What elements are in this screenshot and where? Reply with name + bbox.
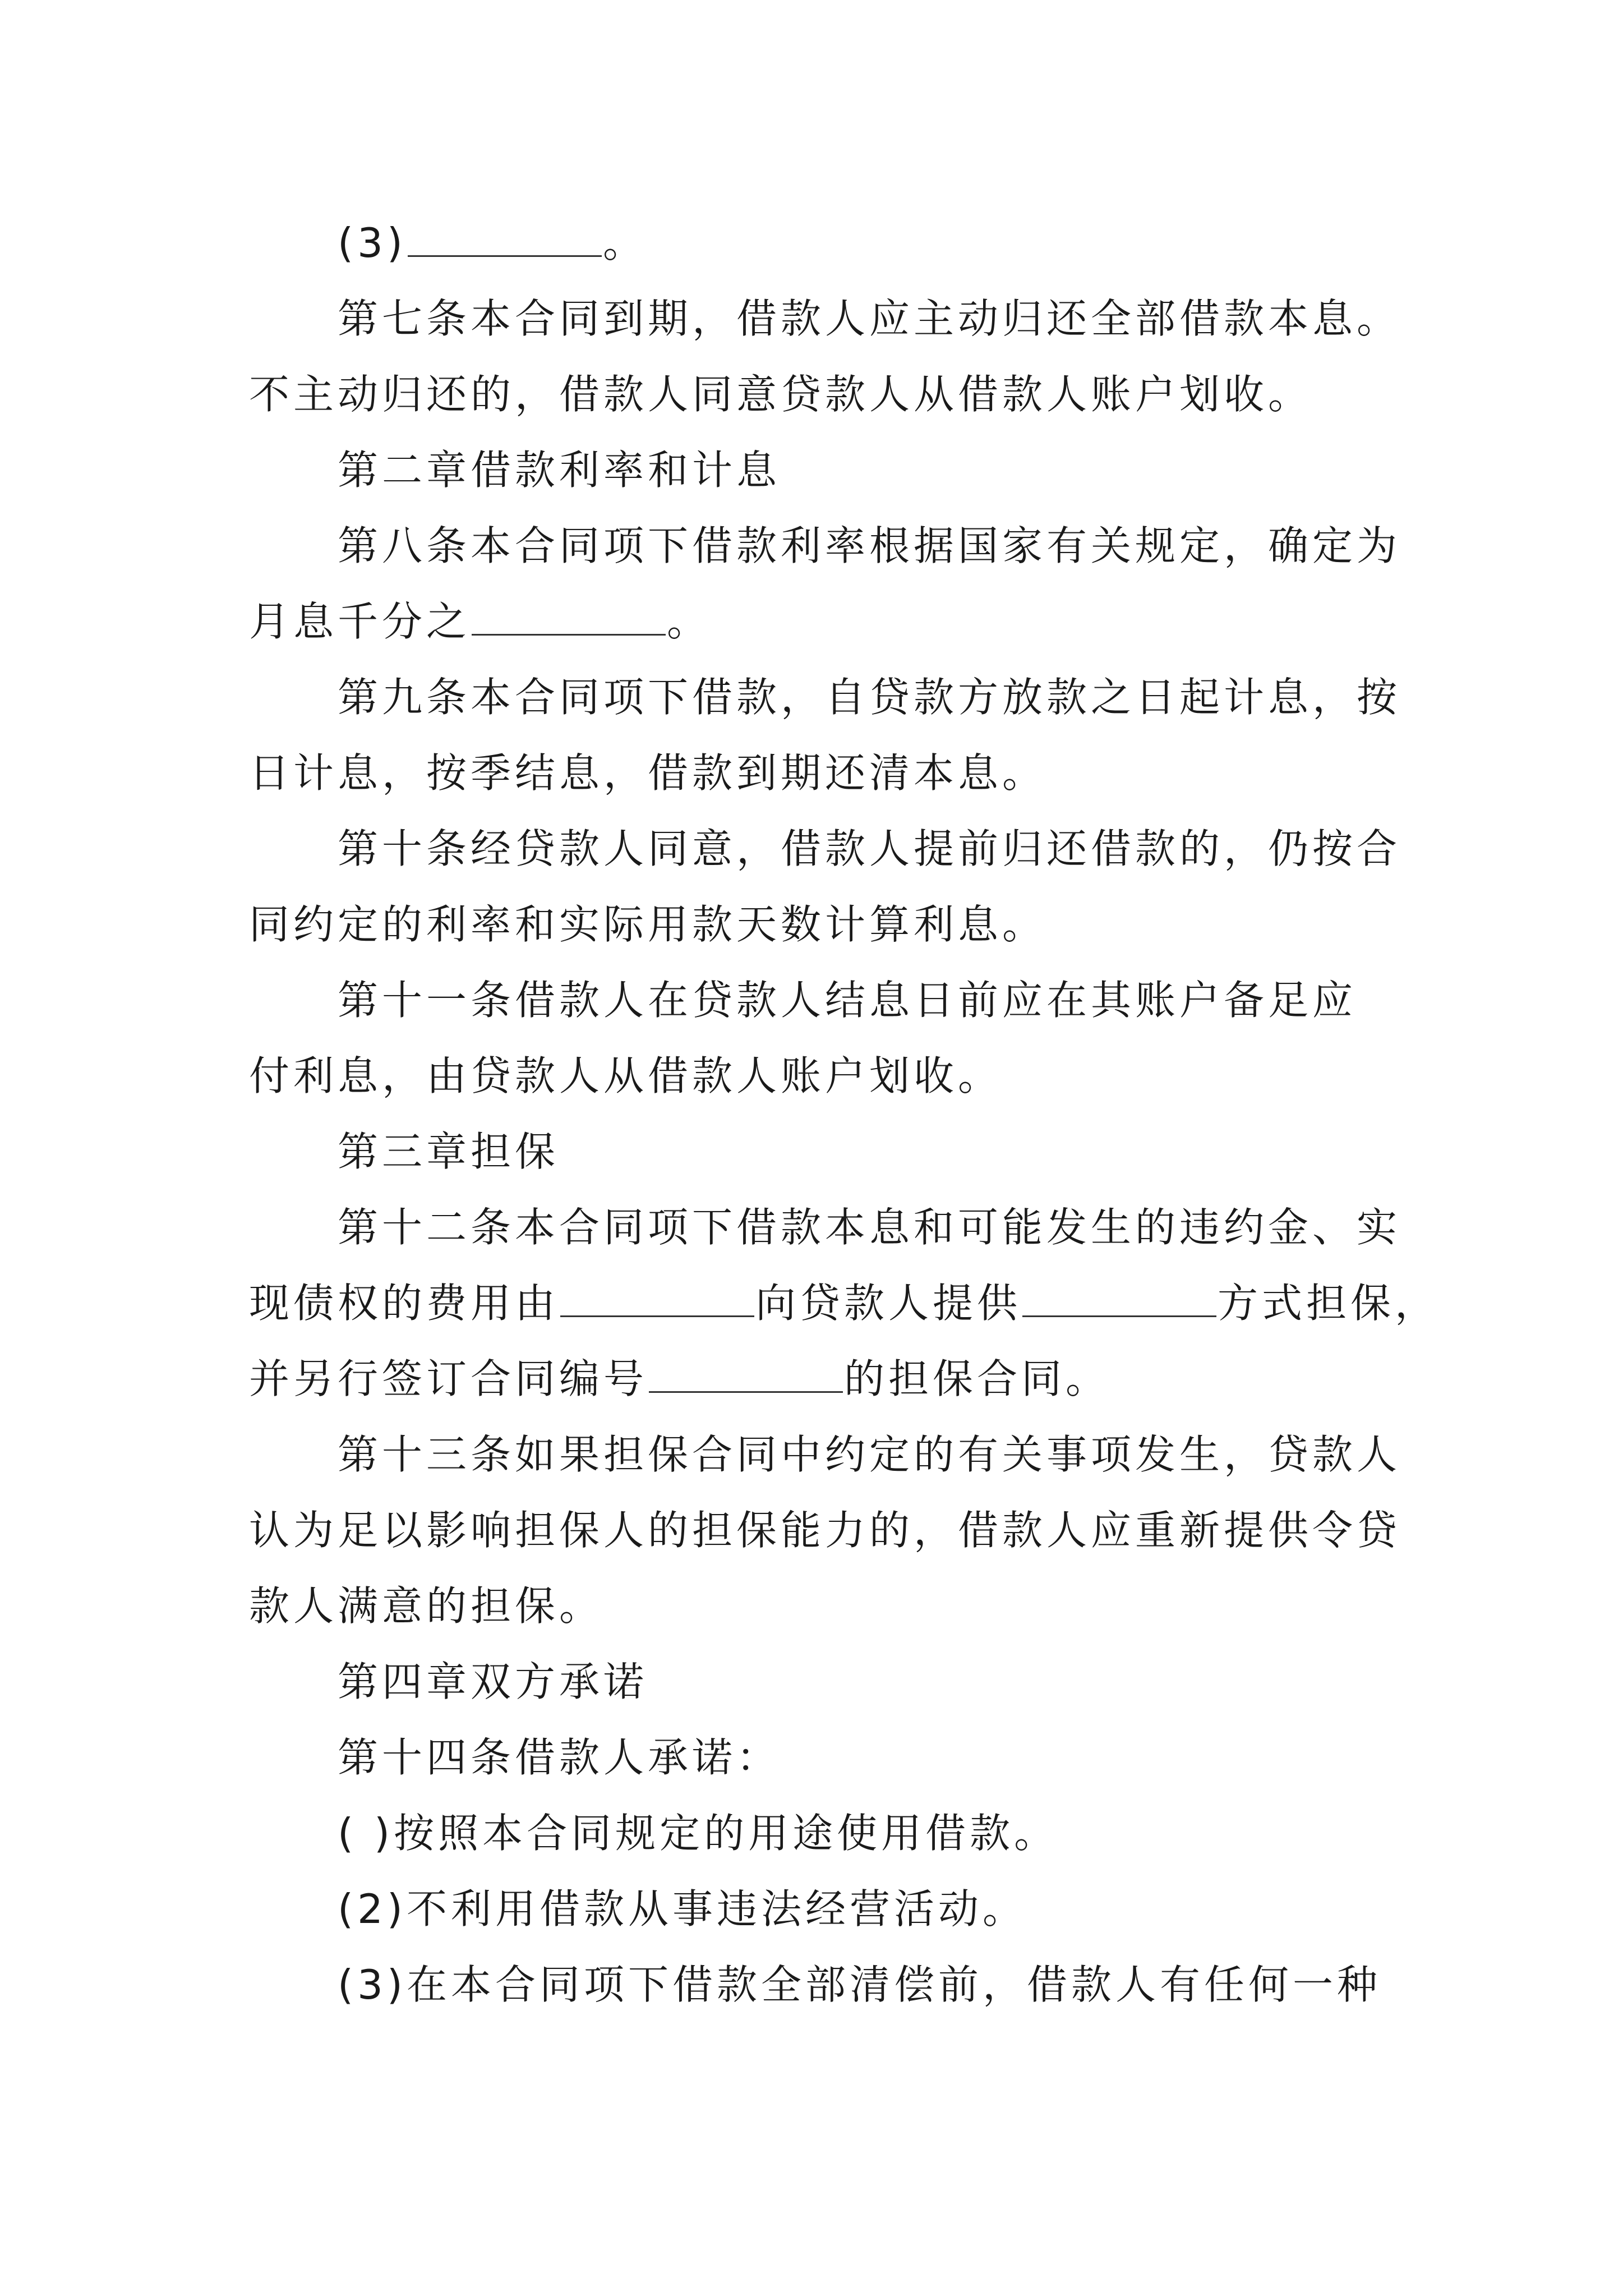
text-segment: 第九条本合同项下借款，自贷款方放款之日起计息，按 [338, 674, 1401, 721]
chapter-heading [249, 1114, 1404, 1190]
text-segment: 第八条本合同项下借款利率根据国家有关规定，确定为 [338, 522, 1401, 569]
text-segment: 第十四条借款人承诺： [338, 1734, 781, 1781]
fill-in-blank [408, 223, 602, 257]
text-segment: 付利息，由贷款人从借款人账户划收。 [249, 1052, 1003, 1099]
text-segment: (3) [338, 219, 407, 266]
clause-line [249, 1568, 1404, 1644]
text-segment: 。 [667, 598, 712, 645]
clause-line [249, 1266, 1440, 1341]
text-segment: 不主动归还的，借款人同意贷款人从借款人账户划收。 [249, 371, 1313, 418]
fill-in-blank [649, 1359, 843, 1393]
clause-line [249, 660, 1404, 735]
text-segment: 第十一条借款人在贷款人结息日前应在其账户备足应 [338, 977, 1357, 1024]
text-segment: ( )按照本合同规定的用途使用借款。 [338, 1810, 1059, 1857]
clause-line [249, 508, 1404, 584]
text-segment: 款人满意的担保。 [249, 1582, 604, 1630]
list-item [249, 1796, 1404, 1871]
clause-line [249, 1720, 1404, 1796]
clause-line [249, 811, 1404, 887]
text-segment: 现债权的费用由 [249, 1280, 560, 1327]
text-segment: 第十二条本合同项下借款本息和可能发生的违约金、实 [338, 1204, 1401, 1251]
text-segment: 第三章担保 [338, 1128, 560, 1175]
fill-in-blank [472, 601, 666, 636]
text-segment: 。 [603, 219, 648, 266]
list-item [249, 1947, 1404, 2023]
text-segment: 同约定的利率和实际用款天数计算利息。 [249, 901, 1047, 948]
clause-line [249, 887, 1404, 963]
text-segment: 日计息，按季结息，借款到期还清本息。 [249, 749, 1047, 797]
clause-line [249, 1341, 1404, 1417]
text-segment: 第七条本合同到期，借款人应主动归还全部借款本息。 [338, 295, 1401, 342]
clause-line [249, 205, 1404, 281]
fill-in-blank [1022, 1283, 1216, 1317]
fill-in-blank [560, 1283, 754, 1317]
text-segment: 第十三条如果担保合同中约定的有关事项发生，贷款人 [338, 1431, 1401, 1478]
text-segment: (2)不利用借款从事违法经营活动。 [338, 1885, 1027, 1932]
clause-line [249, 584, 1404, 660]
clause-line [249, 735, 1404, 811]
text-segment: (3)在本合同项下借款全部清偿前，借款人有任何一种 [338, 1961, 1381, 2008]
clause-line [249, 963, 1404, 1038]
text-segment: 第四章双方承诺 [338, 1658, 648, 1705]
clause-line [249, 1493, 1404, 1568]
text-segment: 月息千分之 [249, 598, 471, 645]
text-segment: 向贷款人提供 [755, 1280, 1022, 1327]
list-item [249, 1871, 1404, 1947]
text-segment: 认为足以影响担保人的担保能力的，借款人应重新提供令贷 [249, 1507, 1401, 1554]
clause-line [249, 281, 1404, 357]
document-body [249, 205, 1440, 2023]
clause-line [249, 357, 1404, 432]
text-segment: 的担保合同。 [844, 1355, 1110, 1402]
text-segment: 第二章借款利率和计息 [338, 447, 781, 494]
chapter-heading [249, 432, 1404, 508]
text-segment: 并另行签订合同编号 [249, 1355, 648, 1402]
text-segment: 第十条经贷款人同意，借款人提前归还借款的，仍按合 [338, 825, 1401, 872]
text-segment: 方式担保， [1218, 1280, 1440, 1327]
clause-line [249, 1190, 1404, 1266]
clause-line [249, 1038, 1404, 1114]
chapter-heading [249, 1644, 1404, 1720]
clause-line [249, 1417, 1404, 1493]
